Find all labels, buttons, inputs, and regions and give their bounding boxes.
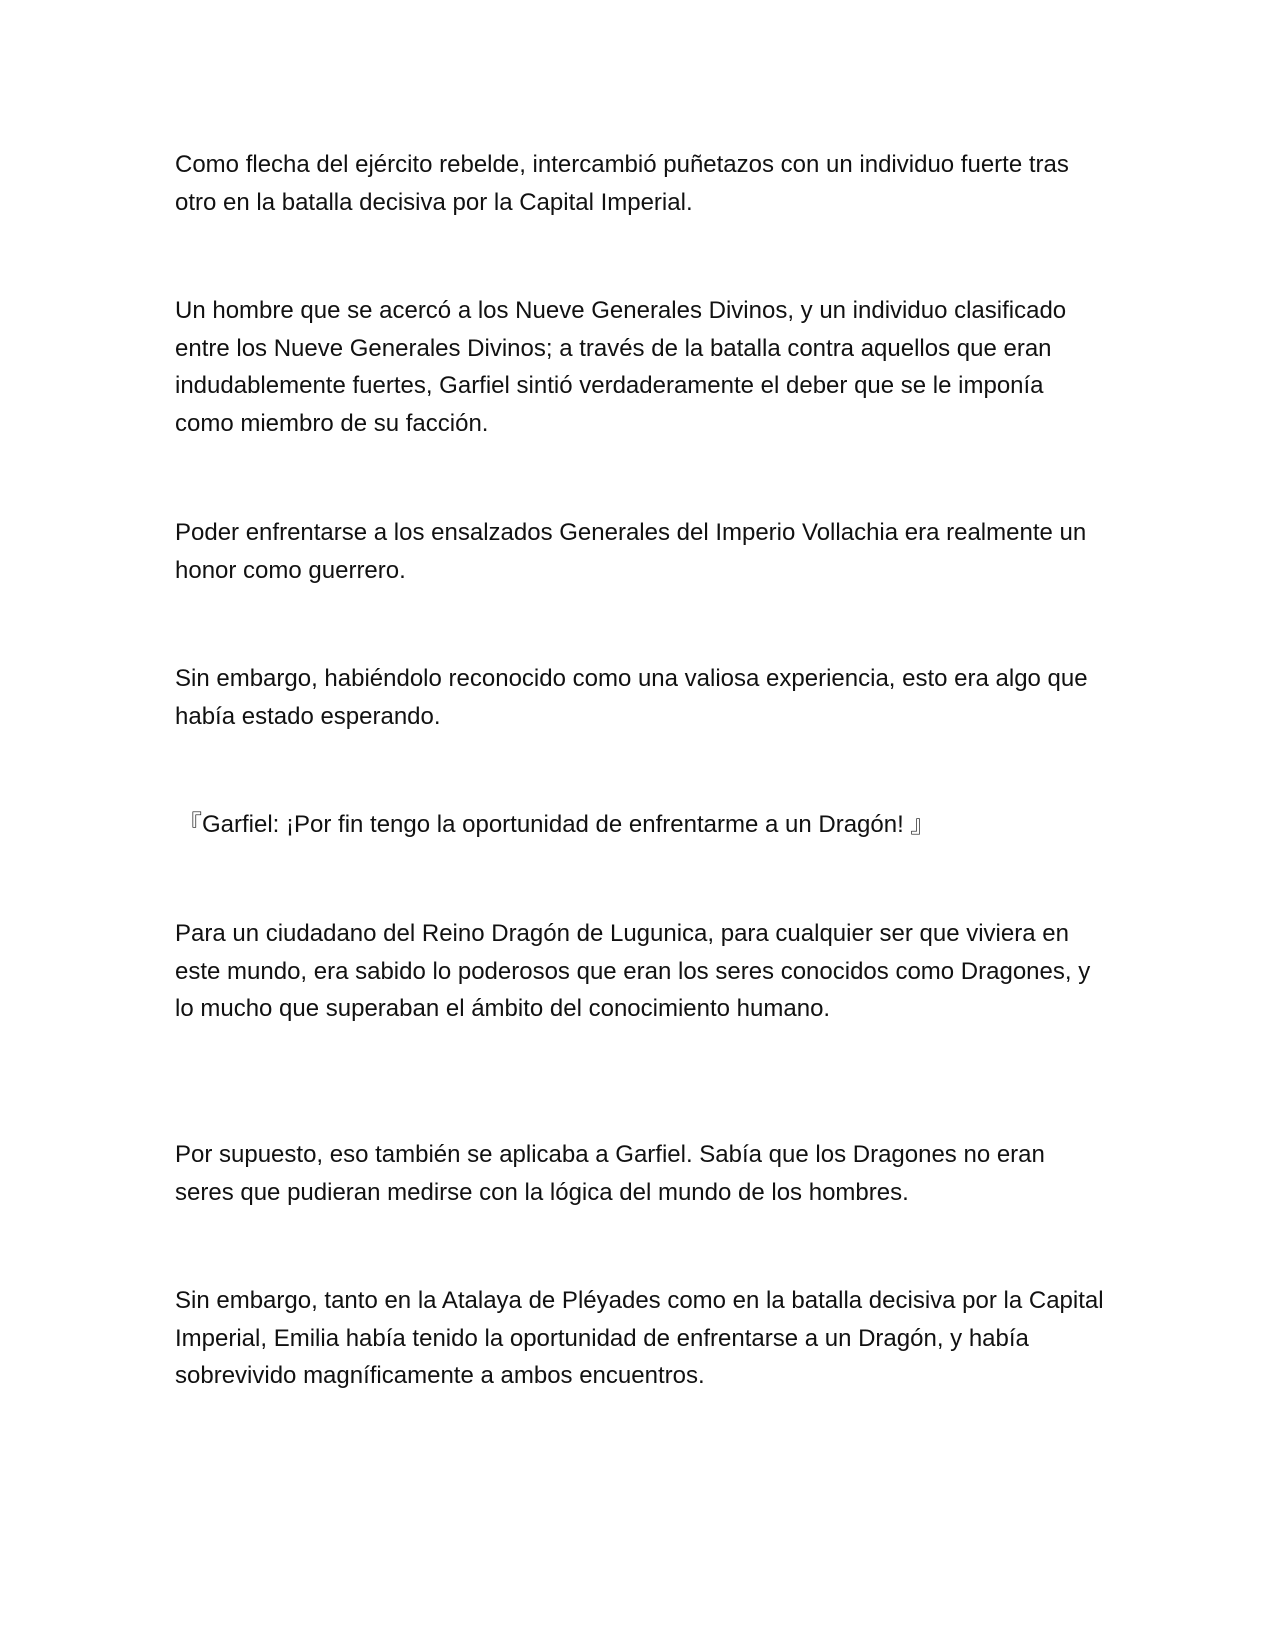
paragraph-7: Sin embargo, tanto en la Atalaya de Pléyades como en la batalla decisiva por la Capital Imperial, Emilia había tenido la oportunidad de enfrentarse a un Dragón, y había sobrevivido magníficamente a ambos encuentros. bbox=[175, 1287, 1104, 1389]
paragraph-1: Como flecha del ejército rebelde, intercambió puñetazos con un individuo fuerte tras otro en la batalla decisiva por la Capital Imperial. bbox=[175, 151, 1069, 216]
paragraph-6: Por supuesto, eso también se aplicaba a Garfiel. Sabía que los Dragones no eran seres que pudieran medirse con la lógica del mundo de los hombres. bbox=[175, 1141, 1045, 1206]
dialogue-line: 『Garfiel: ¡Por fin tengo la oportunidad de enfrentarme a un Dragón! 』 bbox=[178, 811, 935, 838]
paragraph-3: Poder enfrentarse a los ensalzados Generales del Imperio Vollachia era realmente un honor como guerrero. bbox=[175, 519, 1087, 584]
paragraph-2: Un hombre que se acercó a los Nueve Generales Divinos, y un individuo clasificado entre los Nueve Generales Divinos; a través de la batalla contra aquellos que eran indudablemente fuertes, Garfiel sintió verdaderamente el deber que se le imponía como miembro de su facción. bbox=[175, 297, 1067, 437]
paragraph-4: Sin embargo, habiéndolo reconocido como una valiosa experiencia, esto era algo que había estado esperando. bbox=[175, 665, 1088, 730]
paragraph-5: Para un ciudadano del Reino Dragón de Lugunica, para cualquier ser que viviera en este mundo, era sabido lo poderosos que eran los seres conocidos como Dragones, y lo mucho que superaban el ámbito del conocimiento humano. bbox=[175, 920, 1091, 1022]
